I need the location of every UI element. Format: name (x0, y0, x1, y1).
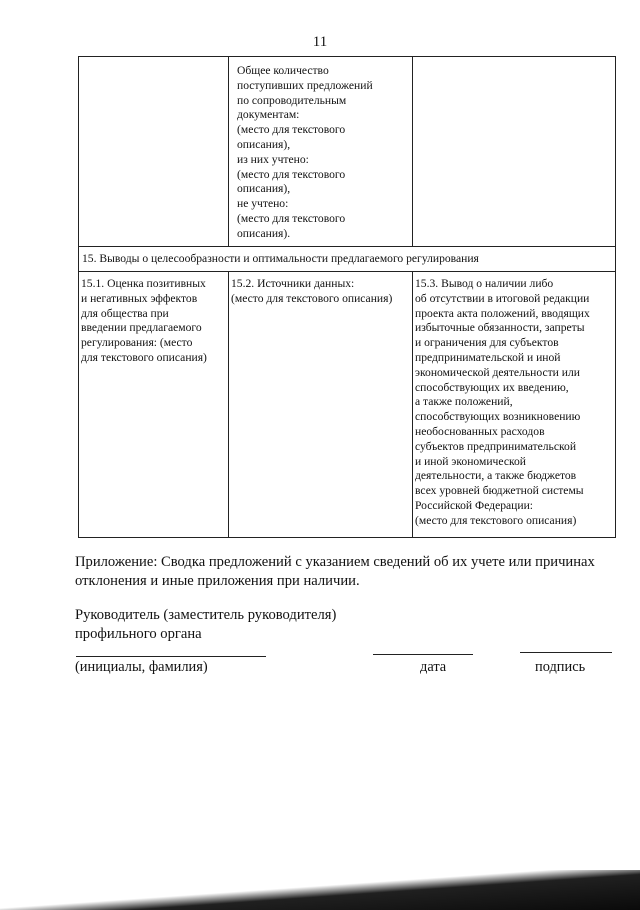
cell-line: описания), (237, 182, 291, 196)
signature-underline (520, 652, 612, 653)
cell-line: и ограничения для субъектов (415, 336, 559, 350)
cell-line: не учтено: (237, 197, 289, 211)
cell-line: деятельности, а также бюджетов (415, 469, 577, 483)
cell-line: об отсутствии в итоговой редакции (415, 291, 590, 305)
date-caption: дата (420, 659, 447, 675)
cell-line: субъектов предпринимательской (415, 439, 577, 453)
cell-line: 15.1. Оценка позитивных (81, 277, 206, 290)
cell-line: всех уровней бюджетной системы (415, 484, 584, 498)
cell-line: экономической деятельности или (415, 365, 580, 379)
cell-line: регулирования: (место (81, 336, 193, 350)
signatory-title (75, 606, 336, 644)
signatory-line: Руководитель (заместитель руководителя) (75, 607, 337, 623)
cell-line: из них учтено: (237, 152, 309, 166)
table-cell-empty (413, 57, 616, 247)
appendix-line: Приложение: Сводка предложений с указанием сведений об их учете или причинах (75, 554, 595, 570)
table-row (79, 57, 616, 247)
signature-caption: подпись (535, 659, 586, 675)
appendix-note (75, 553, 620, 591)
cell-line: (место для текстового (237, 123, 346, 137)
name-underline (76, 656, 266, 657)
page-number: 11 (312, 34, 328, 50)
table-cell-empty (79, 57, 229, 247)
cell-line: описания). (237, 226, 291, 240)
cell-line: способствующих их введению, (415, 380, 569, 394)
col-15-3-cell (413, 272, 616, 538)
cell-line: способствующих возникновению (415, 410, 581, 424)
proposals-count-cell (229, 57, 413, 247)
signatory-line: профильного органа (75, 626, 202, 642)
cell-line: необоснованных расходов (415, 424, 545, 438)
cell-line: поступивших предложений (237, 78, 373, 92)
cell-line: и иной экономической (415, 454, 527, 468)
col-15-2-cell (229, 272, 413, 538)
cell-line: описания), (237, 137, 291, 151)
cell-line: (место для текстового (237, 211, 346, 225)
cell-line: документам: (237, 108, 300, 122)
cell-line: Российской Федерации: (415, 498, 534, 512)
table-row (79, 272, 616, 538)
cell-line: по сопроводительным (237, 93, 347, 107)
cell-line: 15.2. Источники данных: (231, 277, 355, 290)
cell-line: избыточные обязанности, запреты (415, 321, 585, 335)
cell-line: (место для текстового (237, 167, 346, 181)
cell-line: проекта акта положений, вводящих (415, 306, 590, 320)
appendix-line: отклонения и иные приложения при наличии. (75, 573, 360, 589)
table-row (79, 247, 616, 272)
cell-line: Общее количество (237, 64, 329, 77)
name-caption: (инициалы, фамилия) (75, 659, 208, 675)
date-underline (373, 654, 473, 655)
cell-line: введении предлагаемого (81, 321, 202, 335)
conclusions-table (78, 56, 616, 538)
cell-line: предпринимательской и иной (415, 350, 561, 364)
cell-line: (место для текстового описания) (231, 291, 393, 305)
section-15-title: 15. Выводы о целесообразности и оптимальности предлагаемого регулирования (79, 247, 616, 272)
col-15-1-cell (79, 272, 229, 538)
cell-line: а также положений, (415, 395, 513, 409)
cell-line: для текстового описания) (81, 350, 207, 364)
cell-line: 15.3. Вывод о наличии либо (415, 277, 554, 290)
cell-line: и негативных эффектов (81, 291, 198, 305)
cell-line: (место для текстового описания) (415, 513, 577, 527)
scan-edge-shadow (0, 870, 640, 910)
cell-line: для общества при (81, 306, 169, 320)
